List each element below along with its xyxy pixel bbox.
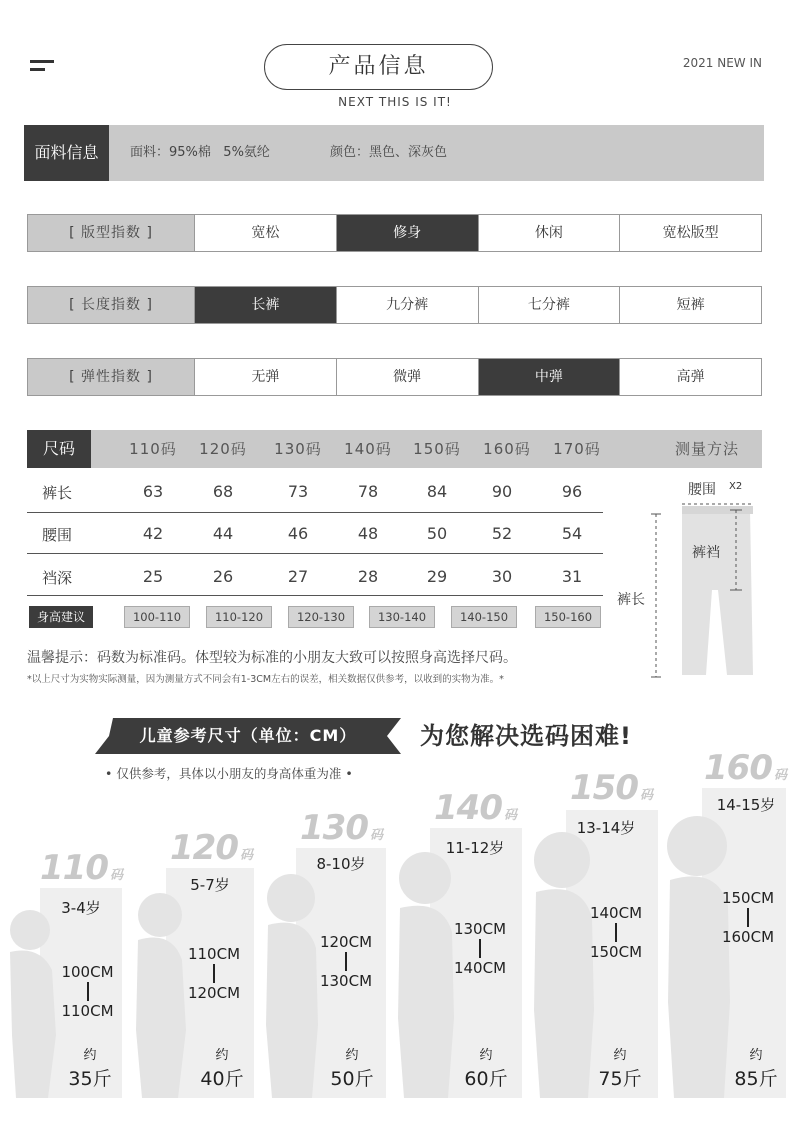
approx-label: 约 [479, 1048, 493, 1063]
table-cell: 73 [287, 482, 309, 501]
approx-label: 约 [215, 1048, 229, 1063]
size-col-header: 130码 [274, 440, 322, 458]
table-cell: 48 [357, 524, 379, 543]
table-cell: 25 [142, 567, 164, 586]
length-option: 九分裤 [336, 287, 478, 323]
diagram-waist-multiplier: X2 [729, 481, 743, 492]
size-col-header: 110码 [129, 440, 177, 458]
table-cell: 78 [357, 482, 379, 501]
length-index-label: [ 长度指数 ] [28, 287, 194, 323]
height-range-badge: 140-150 [451, 606, 517, 628]
size-number-120: 120 码 [170, 828, 252, 868]
weight-value: 85斤 [734, 1068, 778, 1090]
age-range: 13-14岁 [576, 819, 636, 837]
height-range: 150CM 160CM [721, 889, 775, 946]
table-cell: 30 [491, 567, 513, 586]
table-cell: 42 [142, 524, 164, 543]
height-range-badge: 130-140 [369, 606, 435, 628]
age-range: 5-7岁 [190, 876, 230, 894]
fit-option: 宽松版型 [619, 215, 761, 251]
length-option: 短裤 [619, 287, 761, 323]
table-cell: 52 [491, 524, 513, 543]
approx-label: 约 [345, 1048, 359, 1063]
fit-index-label: [ 版型指数 ] [28, 215, 194, 251]
weight-value: 60斤 [464, 1068, 508, 1090]
row-divider [27, 512, 603, 513]
size-number-160: 160 码 [704, 748, 786, 788]
diagram-waist-label: 腰围 [688, 482, 716, 498]
table-cell: 90 [491, 482, 513, 501]
table-cell: 54 [561, 524, 583, 543]
age-range: 11-12岁 [445, 839, 505, 857]
fit-option-selected: 修身 [336, 215, 478, 251]
height-range-badge: 150-160 [535, 606, 601, 628]
row-divider [27, 595, 603, 596]
reference-title: 儿童参考尺寸（单位：CM） [139, 726, 357, 745]
size-col-header: 150码 [413, 440, 461, 458]
size-number-130: 130 码 [300, 808, 382, 848]
measure-method-header: 测量方法 [674, 440, 739, 458]
height-range-badge: 100-110 [124, 606, 190, 628]
age-range: 14-15岁 [716, 796, 776, 814]
menu-icon[interactable] [30, 60, 54, 74]
table-cell: 46 [287, 524, 309, 543]
size-col-header: 160码 [483, 440, 531, 458]
table-cell: 63 [142, 482, 164, 501]
size-col-header: 170码 [553, 440, 601, 458]
size-tip: 温馨提示：码数为标准码。体型较为标准的小朋友大致可以按照身高选择尺码。 [27, 650, 517, 666]
height-range-badge: 110-120 [206, 606, 272, 628]
stretch-option: 高弹 [619, 359, 761, 395]
fit-index-row [27, 214, 762, 252]
measurement-note: *以上尺寸为实物实际测量，因为测量方式不同会有1-3CM左右的误差，相关数据仅供参考，以收到的实物为准。* [27, 674, 504, 685]
fabric-material: 面料：95%棉 5%氨纶 [130, 145, 270, 160]
fabric-color: 颜色：黑色、深灰色 [330, 145, 448, 160]
stretch-index-row [27, 358, 762, 396]
table-cell: 29 [426, 567, 448, 586]
table-cell: 31 [561, 567, 583, 586]
length-option: 七分裤 [478, 287, 620, 323]
row-label-waist: 腰围 [42, 526, 73, 544]
row-label-rise: 裆深 [42, 569, 73, 587]
height-range: 130CM 140CM [453, 920, 507, 977]
stretch-index-label: [ 弹性指数 ] [28, 359, 194, 395]
table-cell: 96 [561, 482, 583, 501]
fabric-info-bar [24, 125, 764, 181]
pants-diagram [640, 480, 770, 685]
weight-value: 75斤 [598, 1068, 642, 1090]
size-col-header: 140码 [344, 440, 392, 458]
stretch-option: 无弹 [194, 359, 336, 395]
size-number-110: 110 码 [40, 848, 122, 888]
table-cell: 28 [357, 567, 379, 586]
table-cell: 26 [212, 567, 234, 586]
reference-slogan: 为您解决选码困难! [420, 722, 632, 750]
height-advice-label: 身高建议 [29, 606, 93, 628]
table-cell: 68 [212, 482, 234, 501]
row-label-length: 裤长 [42, 484, 73, 502]
height-range: 120CM 130CM [319, 933, 373, 990]
age-range: 8-10岁 [316, 855, 366, 873]
table-cell: 50 [426, 524, 448, 543]
size-number-150: 150 码 [570, 768, 652, 808]
weight-value: 35斤 [68, 1068, 112, 1090]
table-cell: 84 [426, 482, 448, 501]
diagram-length-label: 裤长 [617, 589, 645, 609]
page-subtitle: NEXT THIS IS IT! [338, 95, 452, 109]
age-range: 3-4岁 [61, 899, 101, 917]
stretch-option: 微弹 [336, 359, 478, 395]
weight-value: 40斤 [200, 1068, 244, 1090]
reference-note: • 仅供参考，具体以小朋友的身高体重为准 • [105, 766, 353, 781]
weight-value: 50斤 [330, 1068, 374, 1090]
stretch-option-selected: 中弹 [478, 359, 620, 395]
size-tag: 尺码 [27, 430, 91, 468]
height-range: 100CM 110CM [61, 963, 114, 1020]
table-cell: 44 [212, 524, 234, 543]
size-number-140: 140 码 [434, 788, 516, 828]
row-divider [27, 553, 603, 554]
size-col-header: 120码 [199, 440, 247, 458]
page-title: 产品信息 [264, 44, 493, 90]
approx-label: 约 [749, 1048, 763, 1063]
fabric-info-label: 面料信息 [24, 125, 109, 181]
diagram-rise-label: 裤裆 [690, 542, 722, 562]
height-range-badge: 120-130 [288, 606, 354, 628]
fit-option: 宽松 [194, 215, 336, 251]
new-in-badge: 2021 NEW IN [682, 56, 762, 70]
height-range: 110CM 120CM [187, 945, 241, 1002]
approx-label: 约 [613, 1048, 627, 1063]
size-table-header [27, 430, 762, 468]
length-index-row [27, 286, 762, 324]
height-range: 140CM 150CM [589, 904, 643, 961]
approx-label: 约 [83, 1048, 97, 1063]
table-cell: 27 [287, 567, 309, 586]
fit-option: 休闲 [478, 215, 620, 251]
length-option-selected: 长裤 [194, 287, 336, 323]
